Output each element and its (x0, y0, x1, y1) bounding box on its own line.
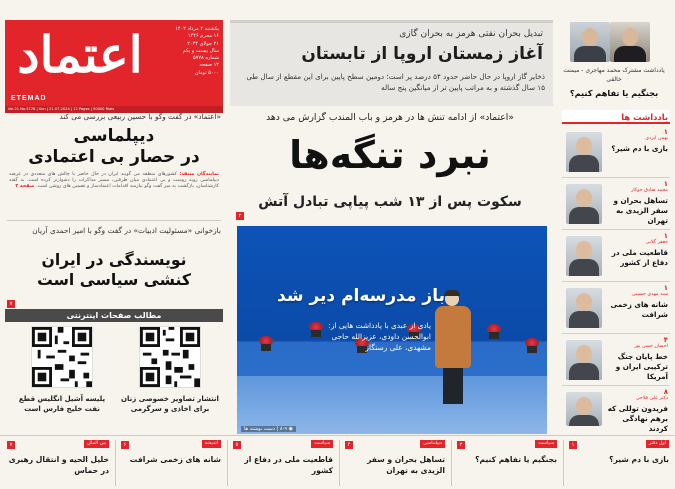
main-photo[interactable] (237, 226, 547, 434)
joint-note-teaser[interactable] (558, 18, 670, 108)
bottom-teaser[interactable] (119, 440, 223, 488)
note-author: احسان حسن پور (634, 344, 668, 349)
left-column (5, 112, 223, 428)
note-page-number: ۱ (663, 232, 668, 240)
qr-code-right[interactable] (139, 326, 201, 388)
bottom-teaser-title[interactable]: تساهل بحران و سفر الزیدی به تهران (367, 455, 445, 475)
photo-credit: ◉ ۸-۹ | دست نوشته ها (241, 426, 296, 432)
note-author: جعفر گلابی (645, 240, 668, 245)
bottom-teaser-page: ۱ (569, 441, 577, 449)
logo-latin: ETEMAD (11, 95, 47, 102)
author-photo-mohajeri (570, 22, 610, 62)
note-author: سید مهدی حسینی (631, 292, 668, 297)
flower-pot-icon (525, 338, 539, 352)
date-hijri: ۱۶ محرم ۱۴۴۶ (187, 33, 219, 40)
teaser-body: ذخایر گاز اروپا در حال حاضر حدود ۵۴ درصد پر است؛ دومین سطح پایین برای این مقطع از سال طی ۱۵ سال گذشته و به مراتب پایین تر از میانگین پنج ساله (246, 72, 545, 92)
divider (227, 440, 228, 486)
literature-page-badge[interactable]: ۷ (7, 300, 15, 308)
portrait-body-shape (614, 46, 646, 62)
bottom-teaser-section: سیاست (535, 440, 557, 448)
note-page-number: ۸ (663, 388, 668, 396)
diplomacy-kicker: «اعتماد» در گفت وگو با حسین ربیعی بررسی می کند (59, 112, 221, 121)
divider (7, 220, 221, 221)
note-item[interactable] (562, 386, 670, 433)
bottom-teaser[interactable] (5, 440, 111, 488)
masthead-footer: Vol.21 No.5778 | Sun | 21.07.2024 | 12 Pages | 50000 Rials (5, 106, 223, 113)
main-page-badge[interactable]: ۲ (236, 212, 244, 220)
literature-headline[interactable] (7, 250, 221, 290)
note-title[interactable]: خط پایان جنگ ترکیبی ایران و آمریکا (615, 352, 668, 381)
joint-note-caption: یادداشت مشترک محمد مهاجری - میمنت خالقی (563, 67, 665, 83)
bottom-teaser-title[interactable]: شانه های زخمی شرافت (129, 455, 221, 464)
bottom-teaser-page: ۴ (345, 441, 353, 449)
note-title[interactable]: بازی با دم شیر؟ (611, 144, 668, 153)
bottom-teaser[interactable] (567, 440, 671, 488)
literature-headline-line1: نویسندگی در ایران (41, 251, 187, 269)
note-title[interactable]: شانه های زخمی شرافت (610, 300, 668, 319)
bottom-teaser-section: اول دفتر (646, 440, 669, 448)
joint-note-headline[interactable]: بجنگیم یا تفاهم کنیم؟ (569, 88, 659, 98)
bottom-teaser-section: سیاست (311, 440, 333, 448)
bottom-teaser-page: ۶ (121, 441, 129, 449)
main-subheadline: سکوت پس از ۱۳ شب پیاپی تبادل آتش (258, 194, 522, 210)
bottom-teaser-title[interactable]: خلیل الحیه و انتقال رهبری در حماس (8, 455, 109, 475)
bottom-teaser-title[interactable]: بجنگیم یا تفاهم کنیم؟ (475, 455, 557, 464)
issue-number: شماره ۵۷۷۸ (193, 55, 219, 62)
volume: سال بیست و یکم (182, 47, 219, 54)
divider (563, 440, 564, 486)
teaser-headline[interactable]: آغاز زمستان اروپا از تابستان (301, 44, 543, 64)
note-item[interactable] (562, 126, 670, 178)
note-title[interactable]: تساهل بحران و سفر الزیدی به تهران (613, 196, 668, 225)
divider (339, 440, 340, 486)
notes-column (562, 110, 670, 433)
bottom-teaser[interactable] (343, 440, 447, 488)
portrait-head-shape (582, 28, 598, 46)
author-photo-khaleghi (610, 22, 650, 62)
photo-caption: یادی از عبدی با یادداشت هایی از: ابوالحسن داودی، عزیزالله حاجی مشهدی، علی رستگار (328, 321, 431, 352)
note-item[interactable] (562, 282, 670, 334)
main-story (230, 110, 553, 430)
note-author: محمد صادق جوکار (631, 188, 668, 193)
date-gregorian: ۲۱ جولای ۲۰۲۴ (187, 40, 219, 47)
note-author-photo (566, 236, 602, 276)
main-kicker: «اعتماد» از ادامه تنش ها در هرمز و باب المندب گزارش می دهد (266, 112, 514, 123)
diplomacy-page-ref[interactable]: صفحه ۲ (15, 184, 35, 190)
bottom-teaser[interactable] (231, 440, 335, 488)
online-content-band: مطالب صفحات اینترنتی (5, 309, 223, 322)
qr-icon (140, 327, 200, 387)
note-author-photo (566, 132, 602, 172)
date-persian: یکشنبه ۲ مرداد ۱۴۰۳ (175, 26, 219, 32)
logo[interactable] (5, 20, 155, 106)
bottom-teaser-title[interactable]: قاطعیت ملی در دفاع از کشور (244, 455, 333, 475)
bottom-teaser-title[interactable]: بازی با دم شیر؟ (609, 455, 669, 464)
qr-caption-left[interactable]: پلیسه آشیل انگلیس قطع نفت خلیج فارس است (18, 395, 106, 413)
bottom-teaser-section: بین الملل (84, 440, 109, 448)
bottom-teaser-section: اندیشه (202, 440, 221, 448)
note-item[interactable] (562, 230, 670, 282)
note-page-number: ۴ (663, 336, 668, 344)
top-teaser[interactable] (230, 20, 553, 106)
note-author: دکتر علی فلاحی (635, 396, 668, 401)
diplomacy-body-lead: نمایندگان منتقد: (179, 172, 219, 177)
qr-caption-right[interactable]: انتشار تصاویر خصوصی زنان برای اخاذی و سرگرمی (121, 395, 219, 413)
portrait-head-shape (622, 28, 638, 46)
walking-man-figure (433, 292, 473, 404)
bottom-teaser-page: ۳ (457, 441, 465, 449)
literature-kicker: بازخوانی «مسئولیت ادبیات» در گفت وگو با امیر احمدی آریان (32, 226, 221, 235)
bottom-teasers (0, 435, 675, 489)
divider (451, 440, 452, 486)
qr-icon (32, 327, 92, 387)
dateline (157, 26, 219, 77)
main-headline[interactable]: نبرد تنگه‌ها (289, 133, 491, 177)
note-author-photo (566, 184, 602, 224)
bottom-teaser-section: دیپلماسی (420, 440, 445, 448)
notes-header: یادداشت ها (562, 110, 670, 124)
qr-code-left[interactable] (31, 326, 93, 388)
note-title[interactable]: قاطعیت ملی در دفاع از کشور (611, 248, 668, 267)
diplomacy-body-text: کشورهای منطقه می گویند ایران در حال حاضر با چالش های متعددی در عرصه دیپلماسی روبه روست و بی اعتمادی میان طرفین، مسیر مذاکرات را دشوارتر کرده است. به گفته کارشناسان، بازگشت به میز گفت وگو نیازمند اقدامات اعتمادساز و تضمین های روشن است. (9, 172, 219, 190)
flower-pot-icon (487, 324, 501, 338)
photo-headline[interactable]: باز مدرسه‌ام دیر شد (277, 286, 445, 306)
note-author: بهمن ایزدی (645, 136, 668, 141)
masthead (5, 20, 223, 111)
diplomacy-headline[interactable] (7, 126, 221, 168)
diplomacy-body (9, 172, 219, 191)
note-page-number: ۱ (663, 180, 668, 188)
portrait-body-shape (574, 46, 606, 62)
note-page-number: ۱ (663, 128, 668, 136)
note-item[interactable] (562, 178, 670, 230)
literature-headline-line2: کنشی سیاسی است (37, 271, 191, 289)
logo-wordmark: اعتماد (17, 25, 143, 84)
note-author-photo (566, 392, 602, 426)
bottom-teaser-page: ۵ (233, 441, 241, 449)
diplomacy-headline-line2: در حصار بی اعتمادی (28, 147, 200, 167)
bottom-teaser-page: ۷ (7, 441, 15, 449)
bottom-teaser[interactable] (455, 440, 559, 488)
divider (115, 440, 116, 486)
note-author-photo (566, 288, 602, 328)
page-count: ۱۲ صفحه (199, 62, 219, 69)
flower-pot-icon (259, 336, 273, 350)
note-item[interactable] (562, 334, 670, 386)
note-page-number: ۱ (663, 284, 668, 292)
note-title[interactable]: فریدون توللی که برهم نهادگی کردند (607, 404, 668, 433)
note-author-photo (566, 340, 602, 380)
price: ۵۰۰۰ تومان (194, 69, 219, 76)
teaser-kicker: تبدیل بحران نفتی هرمز به بحران گازی (399, 29, 543, 39)
diplomacy-headline-line1: دیپلماسی (73, 126, 155, 146)
